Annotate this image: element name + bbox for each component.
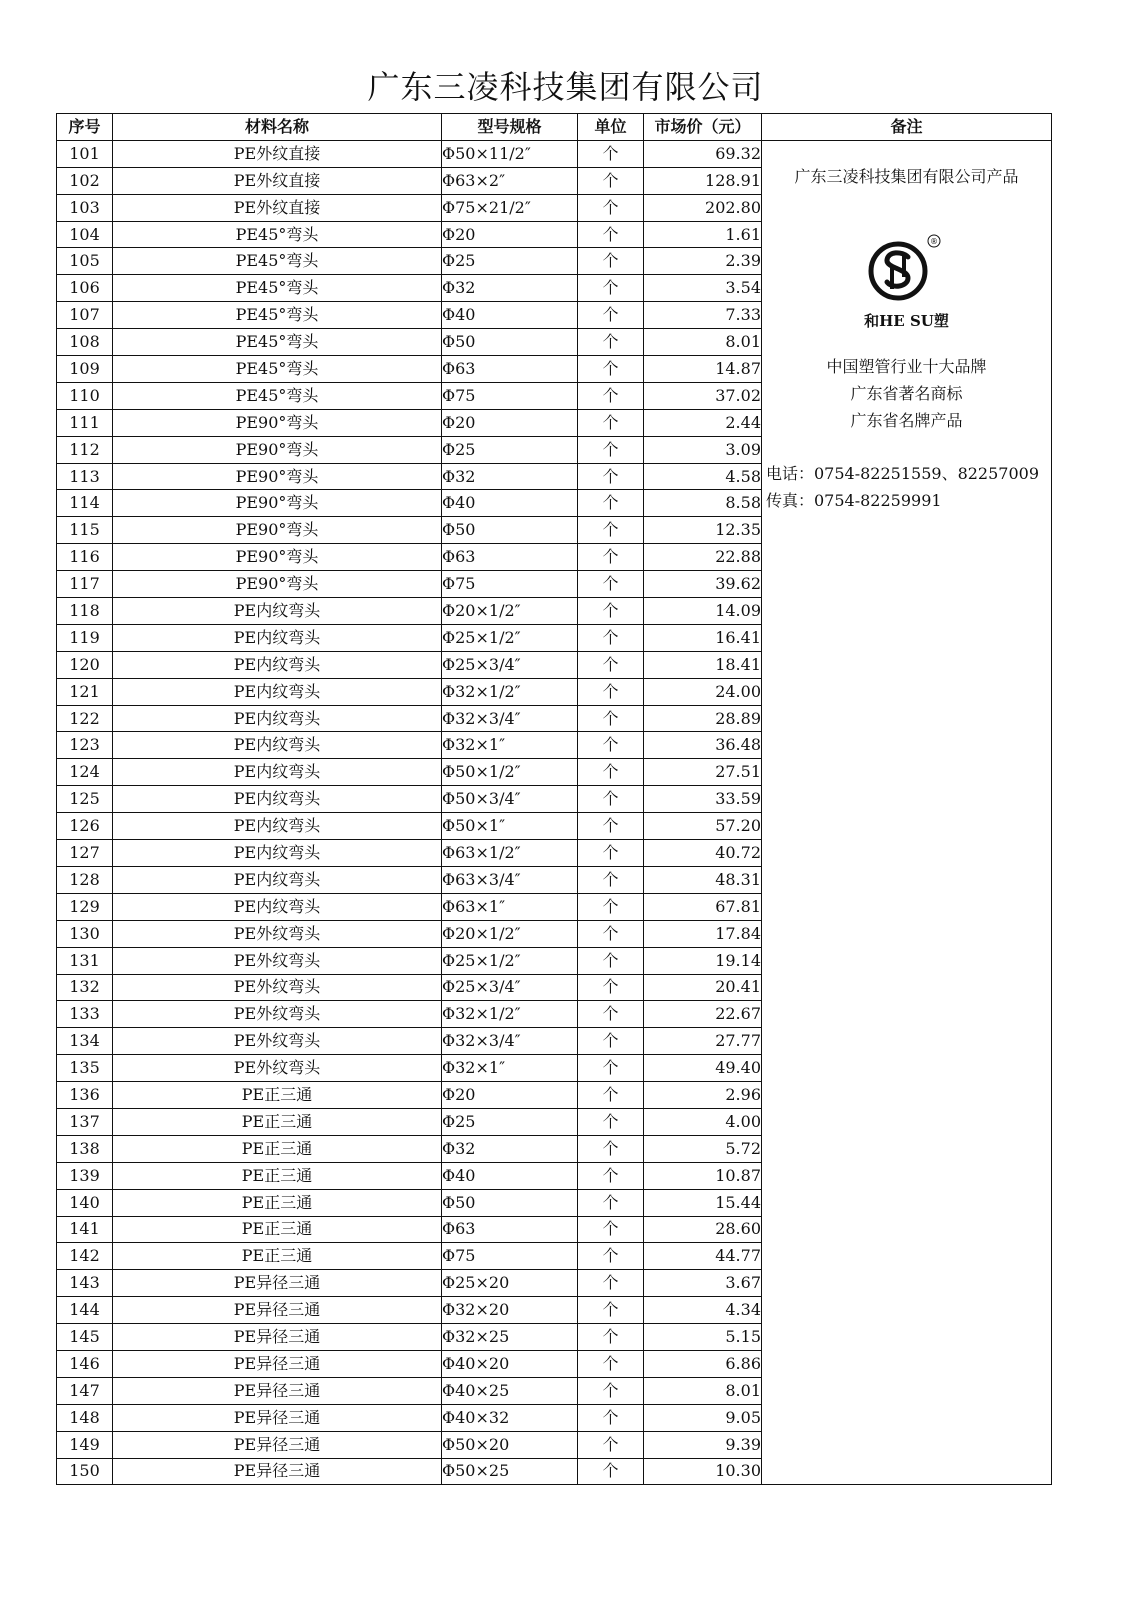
unit: 个 (578, 1377, 644, 1404)
market-price: 7.33 (644, 302, 762, 329)
unit: 个 (578, 248, 644, 275)
unit: 个 (578, 382, 644, 409)
unit: 个 (578, 275, 644, 302)
row-number: 111 (57, 409, 113, 436)
material-name: PE异径三通 (113, 1270, 442, 1297)
unit: 个 (578, 732, 644, 759)
material-name: PE90°弯头 (113, 544, 442, 571)
row-number: 104 (57, 221, 113, 248)
row-number: 127 (57, 840, 113, 867)
market-price: 4.34 (644, 1297, 762, 1324)
unit: 个 (578, 571, 644, 598)
material-name: PE内纹弯头 (113, 624, 442, 651)
market-price: 27.77 (644, 1028, 762, 1055)
market-price: 19.14 (644, 947, 762, 974)
row-number: 107 (57, 302, 113, 329)
model-spec: Φ63×2″ (442, 167, 578, 194)
market-price: 10.30 (644, 1458, 762, 1485)
material-name: PE外纹直接 (113, 194, 442, 221)
row-number: 122 (57, 705, 113, 732)
market-price: 3.67 (644, 1270, 762, 1297)
market-price: 27.51 (644, 759, 762, 786)
unit: 个 (578, 544, 644, 571)
model-spec: Φ63 (442, 1216, 578, 1243)
row-number: 140 (57, 1189, 113, 1216)
unit: 个 (578, 1028, 644, 1055)
model-spec: Φ50×3/4″ (442, 786, 578, 813)
model-spec: Φ32×1/2″ (442, 678, 578, 705)
row-number: 110 (57, 382, 113, 409)
honor-line: 广东省名牌产品 (850, 410, 963, 430)
material-name: PE异径三通 (113, 1404, 442, 1431)
row-number: 146 (57, 1350, 113, 1377)
material-name: PE内纹弯头 (113, 866, 442, 893)
material-name: PE异径三通 (113, 1431, 442, 1458)
market-price: 28.89 (644, 705, 762, 732)
row-number: 142 (57, 1243, 113, 1270)
unit: 个 (578, 920, 644, 947)
unit: 个 (578, 1404, 644, 1431)
unit: 个 (578, 1108, 644, 1135)
market-price: 8.01 (644, 329, 762, 356)
header-name: 材料名称 (113, 114, 442, 141)
unit: 个 (578, 1216, 644, 1243)
model-spec: Φ20 (442, 221, 578, 248)
model-spec: Φ32×3/4″ (442, 705, 578, 732)
model-spec: Φ50×1″ (442, 813, 578, 840)
row-number: 120 (57, 651, 113, 678)
material-name: PE外纹弯头 (113, 1055, 442, 1082)
header-note: 备注 (762, 114, 1052, 141)
model-spec: Φ20 (442, 409, 578, 436)
model-spec: Φ25×3/4″ (442, 651, 578, 678)
market-price: 5.72 (644, 1135, 762, 1162)
material-name: PE外纹弯头 (113, 1028, 442, 1055)
material-name: PE正三通 (113, 1135, 442, 1162)
material-name: PE90°弯头 (113, 490, 442, 517)
honor-line: 中国塑管行业十大品牌 (826, 356, 987, 376)
row-number: 125 (57, 786, 113, 813)
market-price: 39.62 (644, 571, 762, 598)
model-spec: Φ32×1″ (442, 1055, 578, 1082)
model-spec: Φ20×1/2″ (442, 598, 578, 625)
material-name: PE内纹弯头 (113, 813, 442, 840)
material-name: PE正三通 (113, 1189, 442, 1216)
material-name: PE正三通 (113, 1082, 442, 1109)
market-price: 2.39 (644, 248, 762, 275)
unit: 个 (578, 194, 644, 221)
row-number: 123 (57, 732, 113, 759)
table-body (57, 140, 1052, 1485)
unit: 个 (578, 517, 644, 544)
row-number: 124 (57, 759, 113, 786)
row-number: 108 (57, 329, 113, 356)
material-name: PE内纹弯头 (113, 678, 442, 705)
model-spec: Φ25×3/4″ (442, 974, 578, 1001)
row-number: 112 (57, 436, 113, 463)
row-number: 121 (57, 678, 113, 705)
market-price: 14.09 (644, 598, 762, 625)
row-number: 102 (57, 167, 113, 194)
row-number: 150 (57, 1458, 113, 1485)
row-number: 148 (57, 1404, 113, 1431)
material-name: PE内纹弯头 (113, 732, 442, 759)
material-name: PE外纹直接 (113, 167, 442, 194)
unit: 个 (578, 1162, 644, 1189)
model-spec: Φ63 (442, 356, 578, 383)
row-number: 115 (57, 517, 113, 544)
model-spec: Φ40 (442, 490, 578, 517)
model-spec: Φ75 (442, 571, 578, 598)
row-number: 116 (57, 544, 113, 571)
unit: 个 (578, 1001, 644, 1028)
unit: 个 (578, 624, 644, 651)
material-name: PE90°弯头 (113, 436, 442, 463)
model-spec: Φ75×21/2″ (442, 194, 578, 221)
row-number: 137 (57, 1108, 113, 1135)
unit: 个 (578, 1055, 644, 1082)
row-number: 129 (57, 893, 113, 920)
row-number: 136 (57, 1082, 113, 1109)
model-spec: Φ32×1″ (442, 732, 578, 759)
row-number: 126 (57, 813, 113, 840)
market-price: 2.96 (644, 1082, 762, 1109)
material-name: PE45°弯头 (113, 302, 442, 329)
material-name: PE45°弯头 (113, 248, 442, 275)
model-spec: Φ25 (442, 248, 578, 275)
model-spec: Φ50 (442, 517, 578, 544)
row-number: 113 (57, 463, 113, 490)
note-cell (762, 140, 1052, 1485)
market-price: 1.61 (644, 221, 762, 248)
market-price: 3.09 (644, 436, 762, 463)
row-number: 141 (57, 1216, 113, 1243)
material-name: PE异径三通 (113, 1297, 442, 1324)
unit: 个 (578, 140, 644, 167)
row-number: 109 (57, 356, 113, 383)
market-price: 22.67 (644, 1001, 762, 1028)
market-price: 8.58 (644, 490, 762, 517)
row-number: 133 (57, 1001, 113, 1028)
material-name: PE内纹弯头 (113, 893, 442, 920)
unit: 个 (578, 1431, 644, 1458)
market-price: 2.44 (644, 409, 762, 436)
market-price: 40.72 (644, 840, 762, 867)
model-spec: Φ63 (442, 544, 578, 571)
market-price: 14.87 (644, 356, 762, 383)
unit: 个 (578, 840, 644, 867)
market-price: 24.00 (644, 678, 762, 705)
unit: 个 (578, 893, 644, 920)
model-spec: Φ40×32 (442, 1404, 578, 1431)
material-name: PE90°弯头 (113, 463, 442, 490)
market-price: 49.40 (644, 1055, 762, 1082)
model-spec: Φ40×20 (442, 1350, 578, 1377)
market-price: 20.41 (644, 974, 762, 1001)
row-number: 149 (57, 1431, 113, 1458)
unit: 个 (578, 1135, 644, 1162)
unit: 个 (578, 1243, 644, 1270)
market-price: 67.81 (644, 893, 762, 920)
material-name: PE外纹弯头 (113, 920, 442, 947)
unit: 个 (578, 1082, 644, 1109)
material-name: PE45°弯头 (113, 275, 442, 302)
row-number: 144 (57, 1297, 113, 1324)
market-price: 128.91 (644, 167, 762, 194)
material-name: PE正三通 (113, 1162, 442, 1189)
market-price: 5.15 (644, 1324, 762, 1351)
row-number: 114 (57, 490, 113, 517)
model-spec: Φ32×20 (442, 1297, 578, 1324)
model-spec: Φ75 (442, 382, 578, 409)
market-price: 9.39 (644, 1431, 762, 1458)
model-spec: Φ50×20 (442, 1431, 578, 1458)
model-spec: Φ50 (442, 329, 578, 356)
material-name: PE正三通 (113, 1243, 442, 1270)
unit: 个 (578, 463, 644, 490)
unit: 个 (578, 1458, 644, 1485)
market-price: 36.48 (644, 732, 762, 759)
model-spec: Φ40 (442, 302, 578, 329)
row-number: 128 (57, 866, 113, 893)
row-number: 138 (57, 1135, 113, 1162)
model-spec: Φ20×1/2″ (442, 920, 578, 947)
material-name: PE内纹弯头 (113, 840, 442, 867)
model-spec: Φ32 (442, 1135, 578, 1162)
market-price: 12.35 (644, 517, 762, 544)
model-spec: Φ25×1/2″ (442, 624, 578, 651)
unit: 个 (578, 786, 644, 813)
row-number: 103 (57, 194, 113, 221)
material-name: PE90°弯头 (113, 571, 442, 598)
model-spec: Φ32×25 (442, 1324, 578, 1351)
material-name: PE45°弯头 (113, 382, 442, 409)
material-name: PE45°弯头 (113, 221, 442, 248)
unit: 个 (578, 356, 644, 383)
market-price: 17.84 (644, 920, 762, 947)
row-number: 139 (57, 1162, 113, 1189)
unit: 个 (578, 409, 644, 436)
material-name: PE90°弯头 (113, 517, 442, 544)
unit: 个 (578, 974, 644, 1001)
header-unit: 单位 (578, 114, 644, 141)
unit: 个 (578, 651, 644, 678)
unit: 个 (578, 302, 644, 329)
material-name: PE外纹直接 (113, 140, 442, 167)
material-name: PE内纹弯头 (113, 786, 442, 813)
market-price: 10.87 (644, 1162, 762, 1189)
page-title: 广东三凌科技集团有限公司 (367, 68, 764, 106)
phone-text: 电话：0754-82251559、82257009 (766, 463, 1040, 483)
unit: 个 (578, 1350, 644, 1377)
model-spec: Φ63×1/2″ (442, 840, 578, 867)
material-name: PE45°弯头 (113, 356, 442, 383)
material-name: PE45°弯头 (113, 329, 442, 356)
market-price: 22.88 (644, 544, 762, 571)
market-price: 8.01 (644, 1377, 762, 1404)
row-number: 101 (57, 140, 113, 167)
material-name: PE外纹弯头 (113, 1001, 442, 1028)
model-spec: Φ25 (442, 1108, 578, 1135)
market-price: 18.41 (644, 651, 762, 678)
table-header-row (57, 114, 1052, 141)
table-row (57, 140, 1052, 167)
unit: 个 (578, 813, 644, 840)
model-spec: Φ50 (442, 1189, 578, 1216)
row-number: 132 (57, 974, 113, 1001)
market-price: 57.20 (644, 813, 762, 840)
unit: 个 (578, 947, 644, 974)
material-name: PE90°弯头 (113, 409, 442, 436)
market-price: 28.60 (644, 1216, 762, 1243)
unit: 个 (578, 705, 644, 732)
model-spec: Φ75 (442, 1243, 578, 1270)
price-table (56, 113, 1052, 1485)
header-price: 市场价（元） (644, 114, 762, 141)
row-number: 143 (57, 1270, 113, 1297)
honor-line: 广东省著名商标 (850, 383, 963, 403)
model-spec: Φ20 (442, 1082, 578, 1109)
unit: 个 (578, 490, 644, 517)
unit: 个 (578, 436, 644, 463)
unit: 个 (578, 221, 644, 248)
material-name: PE内纹弯头 (113, 705, 442, 732)
model-spec: Φ32 (442, 275, 578, 302)
material-name: PE内纹弯头 (113, 598, 442, 625)
market-price: 37.02 (644, 382, 762, 409)
model-spec: Φ50×11/2″ (442, 140, 578, 167)
row-number: 131 (57, 947, 113, 974)
model-spec: Φ25 (442, 436, 578, 463)
model-spec: Φ50×1/2″ (442, 759, 578, 786)
logo-text: 和HE SU塑 (864, 311, 949, 330)
registered-mark: ® (930, 236, 938, 246)
material-name: PE正三通 (113, 1108, 442, 1135)
unit: 个 (578, 1189, 644, 1216)
header-no: 序号 (57, 114, 113, 141)
unit: 个 (578, 1324, 644, 1351)
model-spec: Φ63×3/4″ (442, 866, 578, 893)
row-number: 134 (57, 1028, 113, 1055)
model-spec: Φ25×20 (442, 1270, 578, 1297)
model-spec: Φ40×25 (442, 1377, 578, 1404)
material-name: PE外纹弯头 (113, 974, 442, 1001)
unit: 个 (578, 759, 644, 786)
row-number: 105 (57, 248, 113, 275)
material-name: PE外纹弯头 (113, 947, 442, 974)
brand-logo-icon (862, 233, 942, 305)
market-price: 4.00 (644, 1108, 762, 1135)
unit: 个 (578, 167, 644, 194)
header-spec: 型号规格 (442, 114, 578, 141)
row-number: 130 (57, 920, 113, 947)
model-spec: Φ32×3/4″ (442, 1028, 578, 1055)
row-number: 135 (57, 1055, 113, 1082)
unit: 个 (578, 1297, 644, 1324)
unit: 个 (578, 598, 644, 625)
model-spec: Φ32×1/2″ (442, 1001, 578, 1028)
material-name: PE异径三通 (113, 1377, 442, 1404)
row-number: 106 (57, 275, 113, 302)
row-number: 145 (57, 1324, 113, 1351)
model-spec: Φ63×1″ (442, 893, 578, 920)
unit: 个 (578, 678, 644, 705)
market-price: 48.31 (644, 866, 762, 893)
market-price: 202.80 (644, 194, 762, 221)
market-price: 44.77 (644, 1243, 762, 1270)
material-name: PE异径三通 (113, 1458, 442, 1485)
row-number: 119 (57, 624, 113, 651)
row-number: 147 (57, 1377, 113, 1404)
market-price: 16.41 (644, 624, 762, 651)
market-price: 3.54 (644, 275, 762, 302)
unit: 个 (578, 1270, 644, 1297)
unit: 个 (578, 329, 644, 356)
material-name: PE内纹弯头 (113, 651, 442, 678)
row-number: 118 (57, 598, 113, 625)
market-price: 15.44 (644, 1189, 762, 1216)
material-name: PE正三通 (113, 1216, 442, 1243)
fax-text: 传真：0754-82259991 (766, 490, 942, 510)
unit: 个 (578, 866, 644, 893)
model-spec: Φ25×1/2″ (442, 947, 578, 974)
material-name: PE异径三通 (113, 1350, 442, 1377)
market-price: 6.86 (644, 1350, 762, 1377)
model-spec: Φ32 (442, 463, 578, 490)
material-name: PE异径三通 (113, 1324, 442, 1351)
model-spec: Φ50×25 (442, 1458, 578, 1485)
market-price: 69.32 (644, 140, 762, 167)
market-price: 9.05 (644, 1404, 762, 1431)
note-company: 广东三凌科技集团有限公司产品 (794, 166, 1019, 186)
material-name: PE内纹弯头 (113, 759, 442, 786)
market-price: 4.58 (644, 463, 762, 490)
row-number: 117 (57, 571, 113, 598)
market-price: 33.59 (644, 786, 762, 813)
model-spec: Φ40 (442, 1162, 578, 1189)
